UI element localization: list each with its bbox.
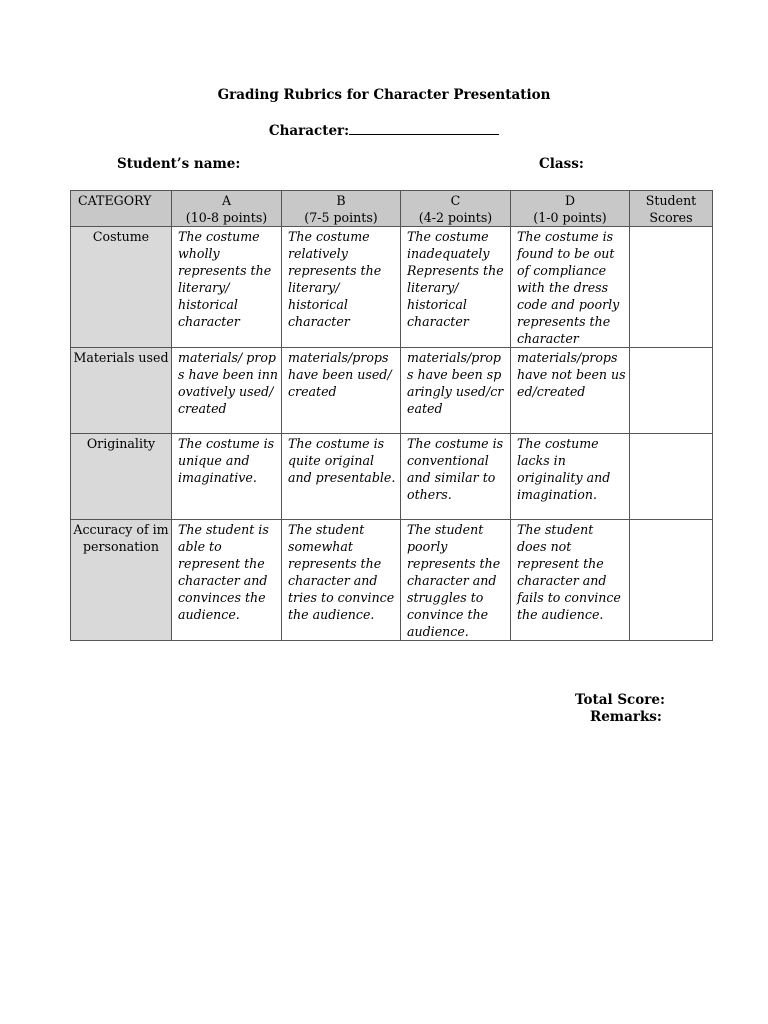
cell-d: materials/props have not been used/created [511,348,630,434]
cell-a: materials/ props have been innovatively used/created [172,348,282,434]
header-c-points: (4-2 points) [418,210,493,225]
cell-d: The student does not represent the character and fails to convince the audience. [511,520,630,641]
row-category: Accuracy of impersonation [71,520,172,641]
cell-a: The student is able to represent the character and convinces the audience. [172,520,282,641]
total-score-label: Total Score: [575,692,665,708]
table-row [71,434,713,520]
header-a-grade: A [221,193,232,208]
cell-student-score[interactable] [630,227,713,348]
header-scores-label: Scores [649,210,693,225]
header-d-grade: D [564,193,576,208]
cell-c: The costume inadequately Represents the literary/ historical character [401,227,511,348]
table-row [71,227,713,348]
header-b-points: (7-5 points) [304,210,378,225]
header-d [511,191,630,227]
class-label: Class: [539,156,584,172]
cell-c: materials/props have been sparingly used/created [401,348,511,434]
row-category: Costume [71,227,172,348]
character-blank-line [349,121,499,135]
remarks-label: Remarks: [590,709,662,725]
header-b [282,191,401,227]
row-category: Originality [71,434,172,520]
header-category-label: CATEGORY [78,193,152,208]
header-student-scores [630,191,713,227]
header-student-label: Student [645,193,697,208]
cell-student-score[interactable] [630,348,713,434]
cell-c: The student poorly represents the character and struggles to convince the audience. [401,520,511,641]
header-c-grade: C [450,193,461,208]
cell-b: The costume is quite original and presentable. [282,434,401,520]
student-name-label: Student’s name: [117,156,241,172]
cell-b: The costume relatively represents the literary/ historical character [282,227,401,348]
header-a-points: (10-8 points) [185,210,268,225]
header-a [172,191,282,227]
cell-b: materials/props have been used/created [282,348,401,434]
character-label: Character: [268,123,350,139]
rubric-header-row [71,191,713,227]
rubric-table [70,190,713,641]
cell-student-score[interactable] [630,520,713,641]
table-row [71,520,713,641]
cell-d: The costume lacks in originality and imagination. [511,434,630,520]
document-title: Grading Rubrics for Character Presentation [217,87,551,103]
header-c [401,191,511,227]
header-category [71,191,172,227]
character-field [0,121,768,139]
cell-student-score[interactable] [630,434,713,520]
row-category: Materials used [71,348,172,434]
cell-a: The costume is unique and imaginative. [172,434,282,520]
cell-a: The costume wholly represents the literary/ historical character [172,227,282,348]
cell-b: The student somewhat represents the character and tries to convince the audience. [282,520,401,641]
cell-c: The costume is conventional and similar to others. [401,434,511,520]
table-row [71,348,713,434]
cell-d: The costume is found to be out of compliance with the dress code and poorly represents the character [511,227,630,348]
header-d-points: (1-0 points) [533,210,607,225]
header-b-grade: B [336,193,346,208]
